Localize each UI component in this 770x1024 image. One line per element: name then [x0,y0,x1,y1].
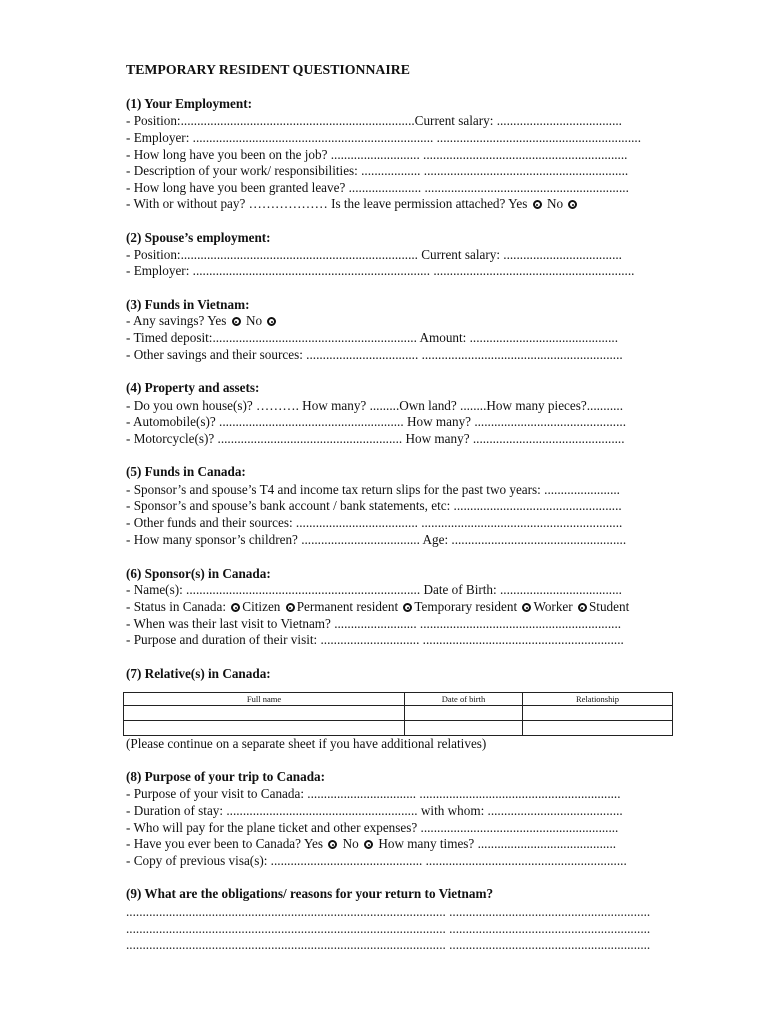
leave-attached-yes-radio[interactable] [533,200,542,209]
s3-no-label: No [245,313,263,328]
leave-attached-no-radio[interactable] [568,200,577,209]
col-full-name: Full name [124,693,405,706]
s3-other-savings-field[interactable]: - Other savings and their sources: .................................. ............................................................. [126,347,623,362]
relative-1-name-cell[interactable] [124,706,405,721]
s1-granted-leave-field[interactable]: - How long have you been granted leave? ...................... .............................................................. [126,180,629,195]
table-row [124,721,673,736]
s8-been-before-line [126,836,616,852]
status-student-radio[interactable] [578,603,587,612]
s9-answer-line-1[interactable]: ................................................................................................. ............................................................. [126,904,651,919]
s6-citizen-label: Citizen [242,599,281,614]
savings-no-radio[interactable] [267,317,276,326]
s8-how-many-times-field[interactable]: How many times? .......................................... [378,836,617,851]
s1-with-pay-label: - With or without pay? ……………… Is the leave permission attached? Yes [126,196,528,211]
s1-position-line [126,113,622,129]
table-row [124,706,673,721]
s8-duration-field[interactable]: - Duration of stay: .......................................................... [126,803,418,818]
s1-position-label: - Position: [126,113,181,128]
s6-dob-field[interactable]: Date of Birth: ..................................... [423,582,622,597]
s1-position-field[interactable]: ....................................................................... [180,113,415,128]
s8-prev-visa-field[interactable]: - Copy of previous visa(s): .............................................. ............................................................. [126,853,627,868]
s8-with-whom-field[interactable]: with whom: ......................................... [420,803,623,818]
section-9-heading: (9) What are the obligations/ reasons for your return to Vietnam? [126,886,494,901]
savings-yes-radio[interactable] [232,317,241,326]
s3-savings-line [126,313,278,329]
s6-status-label: - Status in Canada: [126,599,226,614]
s6-status-line [126,599,629,615]
s3-amount-field[interactable]: Amount: ............................................. [419,330,618,345]
s1-with-pay-line [126,196,579,212]
s1-how-long-job-field[interactable]: - How long have you been on the job? ........................... .............................................................. [126,147,628,162]
col-date-of-birth: Date of birth [405,693,523,706]
section-8-heading: (8) Purpose of your trip to Canada: [126,769,326,784]
s8-who-pay-field[interactable]: - Who will pay for the plane ticket and other expenses? ............................................................ [126,820,619,835]
s7-note: (Please continue on a separate sheet if you have additional relatives) [126,736,487,751]
relative-2-relationship-cell[interactable] [523,721,673,736]
relatives-table-header [124,693,673,706]
s8-purpose-field[interactable]: - Purpose of your visit to Canada: ................................. ............................................................. [126,786,621,801]
s9-answer-line-3[interactable]: ................................................................................................. ............................................................. [126,937,651,952]
s6-student-label: Student [588,599,630,614]
status-temporary-radio[interactable] [403,603,412,612]
s5-children-line [126,532,626,548]
s5-t4-field[interactable]: - Sponsor’s and spouse’s T4 and income tax return slips for the past two years: ....................... [126,482,620,497]
s6-worker-label: Worker [533,599,573,614]
s3-timed-deposit-field[interactable]: - Timed deposit:.............................................................. [126,330,417,345]
s2-current-salary-field[interactable]: Current salary: .................................... [421,247,622,262]
s2-position-line [126,247,622,263]
s1-current-salary-field[interactable]: Current salary: ...................................... [414,113,622,128]
been-before-yes-radio[interactable] [328,840,337,849]
s8-been-before-label: - Have you ever been to Canada? Yes [126,836,324,851]
s6-temporary-label: Temporary resident [414,599,518,614]
section-2-heading: (2) Spouse’s employment: [126,230,271,245]
s6-names-field[interactable]: - Name(s): ....................................................................... [126,582,421,597]
relatives-table [123,692,673,736]
s9-answer-line-2[interactable]: ................................................................................................. ............................................................. [126,921,651,936]
s5-children-field[interactable]: - How many sponsor’s children? .................................... [126,532,420,547]
s1-description-field[interactable]: - Description of your work/ responsibilities: .................. .............................................................. [126,163,629,178]
s4-automobile-field[interactable]: - Automobile(s)? ........................................................ How many? .............................................. [126,414,626,429]
col-relationship: Relationship [523,693,673,706]
relative-1-relationship-cell[interactable] [523,706,673,721]
section-7-heading: (7) Relative(s) in Canada: [126,666,271,681]
relative-2-dob-cell[interactable] [405,721,523,736]
relative-2-name-cell[interactable] [124,721,405,736]
section-3-heading: (3) Funds in Vietnam: [126,297,250,312]
s6-names-line [126,582,622,598]
s3-timed-deposit-line [126,330,618,346]
status-citizen-radio[interactable] [231,603,240,612]
s2-position-field[interactable]: - Position:........................................................................ [126,247,418,262]
form-title: TEMPORARY RESIDENT QUESTIONNAIRE [126,62,410,77]
s2-employer-field[interactable]: - Employer: ........................................................................ ............................................................. [126,263,635,278]
s8-no-label: No [342,836,359,851]
section-6-heading: (6) Sponsor(s) in Canada: [126,566,271,581]
s4-motorcycle-field[interactable]: - Motorcycle(s)? ........................................................ How many? .............................................. [126,431,625,446]
s5-bank-field[interactable]: - Sponsor’s and spouse’s bank account / bank statements, etc: ................................................... [126,498,622,513]
s5-other-funds-field[interactable]: - Other funds and their sources: ..................................... ............................................................. [126,515,623,530]
s1-no-label: No [546,196,564,211]
s6-purpose-field[interactable]: - Purpose and duration of their visit: .............................. ............................................................. [126,632,624,647]
s6-permanent-label: Permanent resident [296,599,399,614]
relative-1-dob-cell[interactable] [405,706,523,721]
s1-employer-field[interactable]: - Employer: ......................................................................... .............................................................. [126,130,642,145]
status-worker-radio[interactable] [522,603,531,612]
been-before-no-radio[interactable] [364,840,373,849]
s4-house-field[interactable]: - Do you own house(s)? ………. How many? .........Own land? ........How many pieces?........... [126,398,624,413]
s8-duration-line [126,803,623,819]
status-permanent-radio[interactable] [286,603,295,612]
s3-any-savings-label: - Any savings? Yes [126,313,227,328]
section-5-heading: (5) Funds in Canada: [126,464,246,479]
section-1-heading: (1) Your Employment: [126,96,253,111]
s6-last-visit-field[interactable]: - When was their last visit to Vietnam? ......................... ............................................................. [126,616,622,631]
s5-age-field[interactable]: Age: ..................................................... [422,532,627,547]
section-4-heading: (4) Property and assets: [126,380,260,395]
